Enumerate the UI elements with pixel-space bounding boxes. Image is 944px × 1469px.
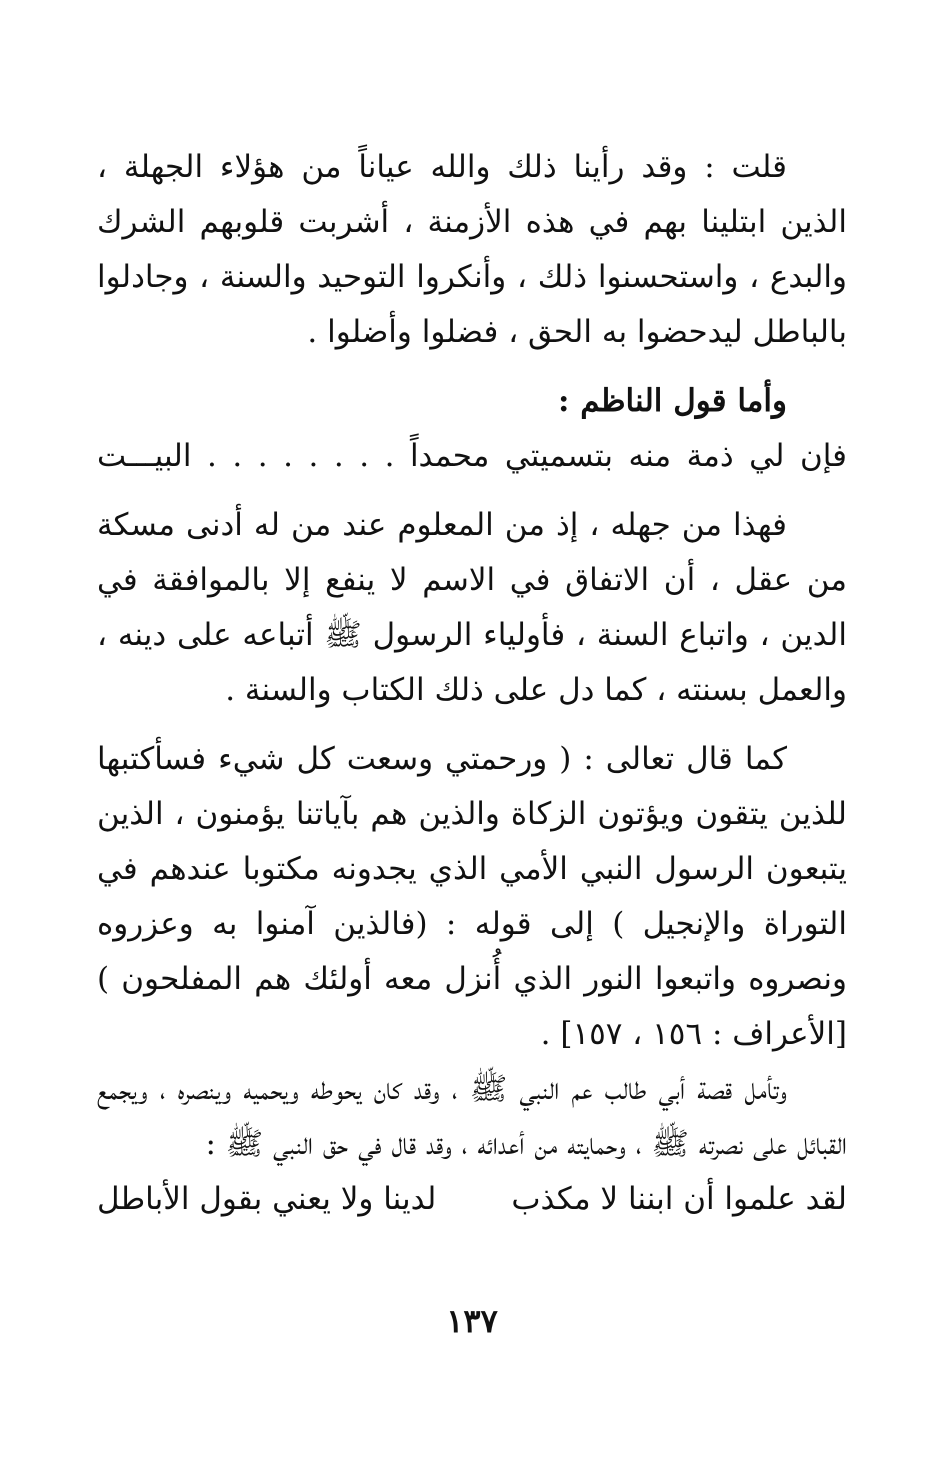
poem-verse xyxy=(97,1172,847,1227)
spacer xyxy=(97,360,847,374)
paragraph-1: قلت : وقد رأينا ذلك والله عياناً من هؤلاء الجهلة ، الذين ابتلينا بهم في هذه الأزمنة ، أشربت قلوبهم الشرك والبدع ، واستحسنوا ذلك ، وأنكروا التوحيد والسنة ، وجادلوا بالباطل ليدحضوا به الحق ، فضلوا وأضلوا . xyxy=(97,149,847,350)
verse-quote: فإن لي ذمة منه بتسميتي محمداً . . . . . . . . البيـــت xyxy=(97,438,847,474)
page-body xyxy=(97,140,847,1227)
paragraph-2: فهذا من جهله ، إذ من المعلوم عند من له أدنى مسكة من عقل ، أن الاتفاق في الاسم لا ينفع إلا بالموافقة في الدين ، واتباع السنة ، فأولياء الرسول ﷺ أتباعه على دينه ، والعمل بسنته ، كما دل على ذلك الكتاب والسنة . xyxy=(97,507,847,708)
section-heading: وأما قول الناظم : xyxy=(558,383,787,419)
poem-hemistich-2: لدينا ولا يعني بقول الأباطل xyxy=(97,1181,437,1217)
spacer xyxy=(97,718,847,732)
spacer xyxy=(97,484,847,498)
poem-hemistich-1: لقد علموا أن ابننا لا مكذب xyxy=(511,1181,847,1217)
page-number: ١٣٧ xyxy=(446,1302,498,1340)
paragraph-3: كما قال تعالى : ( ورحمتي وسعت كل شيء فسأكتبها للذين يتقون ويؤتون الزكاة والذين هم بآياتنا يؤمنون ، الذين يتبعون الرسول النبي الأمي الذي يجدونه مكتوبا عندهم في التوراة والإنجيل ) إلى قوله : (فالذين آمنوا به وعزروه ونصروه واتبعوا النور الذي أُنزل معه أولئك هم المفلحون ) [الأعراف : ١٥٦ ، ١٥٧] . xyxy=(97,741,847,1052)
paragraph-4: وتأمل قصة أبي طالب عم النبي ﷺ ، وقد كان يحوطه ويحميه وينصره ، ويجمع القبائل على نصرته ﷺ ، وحمايته من أعدائه ، وقد قال في حق النبي ﷺ : xyxy=(97,1071,847,1162)
